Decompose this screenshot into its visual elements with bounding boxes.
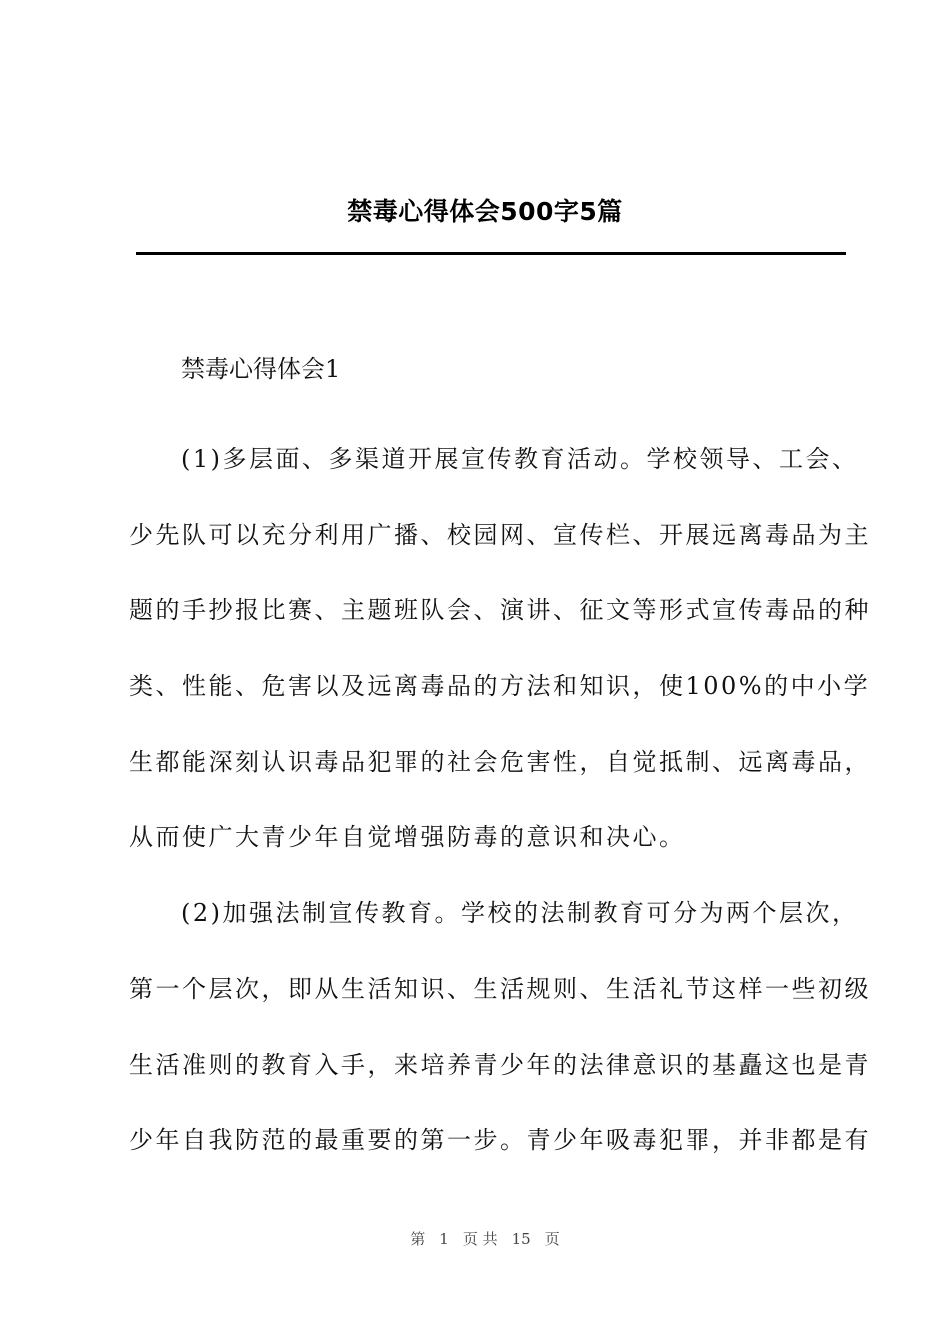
paragraph-line: 题的手抄报比赛、主题班队会、演讲、征文等形式宣传毒品的种 [129,596,871,625]
paragraph-2 [129,876,871,1179]
paragraph-line: 类、性能、危害以及远离毒品的方法和知识，使100%的中小学 [129,672,871,701]
section-heading: 禁毒心得体会1 [181,355,341,383]
footer-prefix: 第 [410,1230,426,1248]
paragraph-line: 少先队可以充分利用广播、校园网、宣传栏、开展远离毒品为主 [129,520,871,549]
paragraph-line: (2)加强法制宣传教育。学校的法制教育可分为两个层次， [181,899,859,928]
footer-current-page: 1 [439,1230,449,1248]
footer-suffix: 页 [544,1230,560,1248]
paragraph-line: 生活准则的教育入手，来培养青少年的法律意识的基矗这也是青 [129,1050,871,1079]
paragraph-1 [129,422,871,876]
footer-middle: 页 共 [462,1230,498,1248]
footer-total-pages: 15 [511,1230,531,1248]
document-body [129,347,871,1179]
paragraph-line: 少年自我防范的最重要的第一步。青少年吸毒犯罪，并非都是有 [129,1126,871,1155]
title-divider [136,252,846,255]
paragraph-line: 从而使广大青少年自觉增强防毒的意识和决心。 [129,823,686,852]
page-footer [0,1228,950,1250]
paragraph-line: 第一个层次，即从生活知识、生活规则、生活礼节这样一些初级 [129,974,871,1003]
paragraph-line: (1)多层面、多渠道开展宣传教育活动。学校领导、工会、 [181,445,859,473]
paragraph-line: 生都能深刻认识毒品犯罪的社会危害性，自觉抵制、远离毒品， [129,747,871,776]
document-title: 禁毒心得体会500字5篇 [347,197,623,226]
